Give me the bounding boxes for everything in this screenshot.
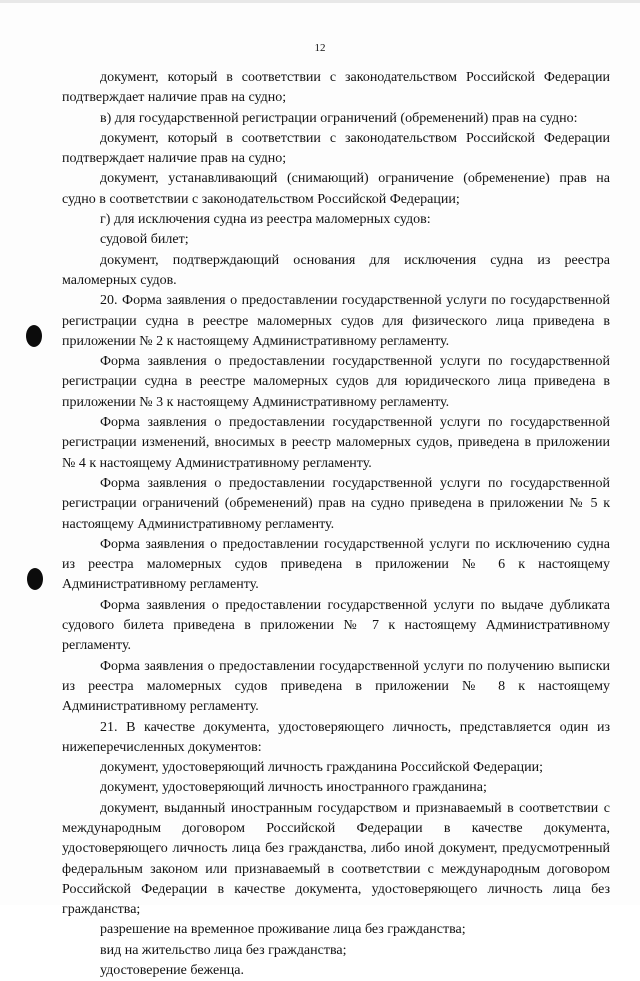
paragraph: разрешение на временное проживание лица без гражданства; — [100, 922, 466, 938]
page-number: 12 — [314, 42, 326, 54]
punch-hole-mark — [27, 568, 43, 590]
paragraph: удостоверение беженца. — [100, 963, 244, 979]
scan-edge — [0, 0, 640, 3]
paragraph: г) для исключения судна из реестра маломерных судов: — [100, 212, 431, 228]
paragraph: судовой билет; — [100, 232, 189, 248]
punch-hole-mark — [26, 325, 42, 347]
paragraph: документ, который в соответствии с законодательством Российской Федерации подтверждает наличие прав на судно; — [62, 70, 610, 106]
paragraph: документ, выданный иностранным государством и признаваемый в соответствии с международным договором Российской Федерации в качестве документа, удостоверяющего личность лица без гражданства, либо иной документ, предусмотренный федеральным законом или признаваемый в соответствии с международным договором Российской Федерации в качестве документа, удостоверяющего личность лица без гражданства; — [62, 800, 610, 918]
document-body — [62, 68, 610, 981]
paragraph: Форма заявления о предоставлении государственной услуги по государственной регистрации изменений, вносимых в реестр маломерных судов, приведена в приложении № 4 к настоящему Административному регламенту. — [62, 415, 610, 471]
paragraph: документ, удостоверяющий личность иностранного гражданина; — [100, 780, 487, 796]
paragraph: вид на жительство лица без гражданства; — [100, 942, 347, 958]
paragraph: Форма заявления о предоставлении государственной услуги по получению выписки из реестра маломерных судов приведена в приложении № 8 к настоящему Административному регламенту. — [62, 658, 610, 715]
paragraph: документ, который в соответствии с законодательством Российской Федерации подтверждает наличие прав на судно; — [62, 130, 610, 167]
paragraph: документ, устанавливающий (снимающий) ограничение (обременение) прав на судно в соответствии с законодательством Российской Федерации; — [62, 171, 610, 207]
paragraph: в) для государственной регистрации ограничений (обременений) прав на судно: — [100, 110, 578, 126]
paragraph: 20. Форма заявления о предоставлении государственной услуги по государственной регистрации судна в реестре маломерных судов для физического лица приведена в приложении № 2 к настоящему Административному регламенту. — [62, 293, 610, 349]
paragraph: Форма заявления о предоставлении государственной услуги по исключению судна из реестра маломерных судов приведена в приложении № 6 к настоящему Административному регламенту. — [62, 536, 610, 593]
paragraph: Форма заявления о предоставлении государственной услуги по выдаче дубликата судового билета приведена в приложении № 7 к настоящему Административному регламенту. — [62, 597, 610, 654]
paragraph: 21. В качестве документа, удостоверяющего личность, представляется один из нижеперечисленных документов: — [62, 719, 610, 755]
paragraph: документ, удостоверяющий личность гражданина Российской Федерации; — [100, 760, 544, 776]
paragraph: документ, подтверждающий основания для исключения судна из реестра маломерных судов. — [62, 252, 610, 288]
paragraph: Форма заявления о предоставлении государственной услуги по государственной регистрации судна в реестре маломерных судов для юридического лица приведена в приложении № 3 к настоящему Административному регламенту. — [62, 354, 610, 410]
paragraph: Форма заявления о предоставлении государственной услуги по государственной регистрации ограничений (обременений) прав на судно приведена в приложении № 5 к настоящему Административному регламенту. — [62, 475, 610, 532]
